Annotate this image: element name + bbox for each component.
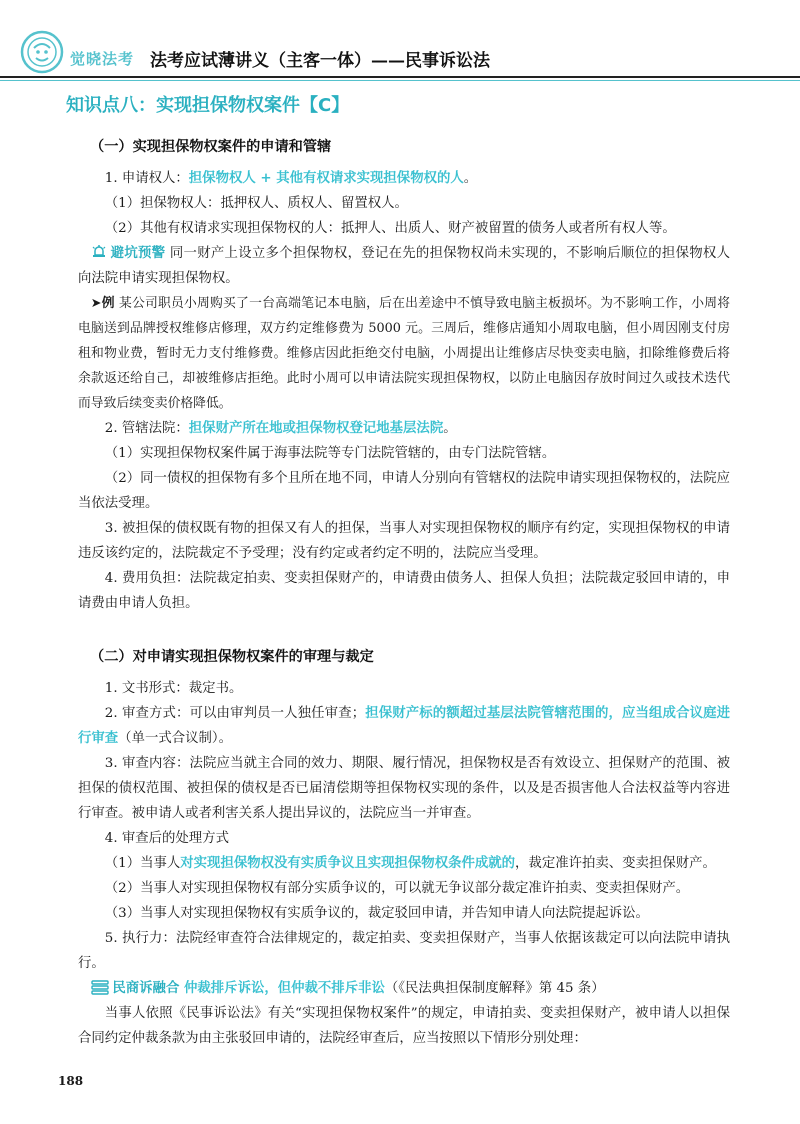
example-block [78, 291, 730, 416]
paragraph: 1. 文书形式：裁定书。 [104, 681, 243, 696]
paragraph [78, 416, 730, 441]
paragraph: （2）同一债权的担保物有多个且所在地不同，申请人分别向有管辖权的法院申请实现担保物权的，法院应当依法受理。 [78, 471, 730, 511]
paragraph: 4. 费用负担：法院裁定拍卖、变卖担保财产的，申请费由债务人、担保人负担；法院裁定驳回申请的，申请费由申请人负担。 [78, 571, 730, 611]
paragraph [78, 851, 730, 876]
section-1-title: （一）实现担保物权案件的申请和管辖 [90, 139, 332, 155]
paragraph: （2）其他有权请求实现担保物权的人：抵押人、出质人、财产被留置的债务人或者所有权人等。 [104, 221, 676, 236]
text: 2. 审查方式：可以由审判员一人独任审查； [104, 706, 366, 721]
paragraph: 5. 执行力：法院经审查符合法律规定的，裁定拍卖、变卖担保财产，当事人依据该裁定可以向法院申请执行。 [78, 931, 730, 971]
paragraph: 3. 被担保的债权既有物的担保又有人的担保，当事人对实现担保物权的顺序有约定，实现担保物权的申请违反该约定的，法院裁定不予受理；没有约定或者约定不明的，法院应当受理。 [78, 521, 730, 561]
example-label: 例 [101, 296, 115, 311]
highlight-text: 担保物权人 + 其他有权请求实现担保物权的人 [188, 171, 464, 186]
brand-name: 觉晓法考 [70, 50, 135, 68]
brand-logo-icon [20, 30, 64, 74]
paragraph: （2）当事人对实现担保物权有部分实质争议的，可以就无争议部分裁定准许拍卖、变卖担保财产。 [104, 881, 690, 896]
text: （1）当事人 [104, 856, 181, 871]
book-title: 法考应试薄讲义（主客一体）——民事诉讼法 [150, 51, 490, 71]
text: 。 [463, 171, 478, 186]
text: ，裁定准许拍卖、变卖担保财产。 [515, 856, 716, 871]
fusion-note [78, 976, 730, 1001]
fusion-label: 民商诉融合 [112, 981, 180, 996]
highlight-text: 对实现担保物权没有实质争议且实现担保物权条件成就的 [180, 856, 516, 871]
paragraph [78, 166, 730, 191]
paragraph: （3）当事人对实现担保物权有实质争议的，裁定驳回申请，并告知申请人向法院提起诉讼。 [104, 906, 649, 921]
warning-text: 同一财产上设立多个担保物权，登记在先的担保物权尚未实现的，不影响后顺位的担保物权人向法院申请实现担保物权。 [78, 246, 730, 286]
warning-bell-icon [91, 244, 107, 260]
paragraph [78, 701, 730, 751]
warning-note [78, 241, 730, 291]
page-content [66, 90, 731, 1051]
text: 。 [443, 421, 457, 436]
paragraph: 3. 审查内容：法院应当就主合同的效力、期限、履行情况，担保物权是否有效设立、担保财产的范围、被担保的债权范围、被担保的债权是否已届清偿期等担保物权实现的条件，以及是否损害他人合法权益等内容进行审查。被申请人或者利害关系人提出异议的，法院应当一并审查。 [78, 756, 730, 821]
arrow-right-icon: ➤ [90, 296, 102, 311]
text: 2. 管辖法院： [104, 421, 189, 436]
header-divider-accent [0, 80, 800, 81]
paragraph: 当事人依照《民事诉讼法》有关“实现担保物权案件”的规定，申请拍卖、变卖担保财产，被申请人以担保合同约定仲裁条款为由主张驳回申请的，法院经审查后，应当按照以下情形分别处理： [78, 1006, 730, 1046]
stacked-books-icon [91, 979, 109, 995]
text: 1. 申请权人： [104, 171, 189, 186]
section-2-title: （二）对申请实现担保物权案件的审理与裁定 [90, 649, 374, 665]
page-number: 188 [58, 1074, 84, 1088]
highlight-text: 仲裁排斥诉讼，但仲裁不排斥非讼 [179, 981, 385, 996]
text: （《民法典担保制度解释》第 45 条） [384, 981, 605, 996]
paragraph: 4. 审查后的处理方式 [104, 831, 229, 846]
highlight-text: 担保财产标的额超过基层法院管辖范围的，应当组成合议庭进行审查 [78, 706, 731, 746]
text: （单一式合议制）。 [118, 731, 232, 746]
page-header [0, 0, 800, 84]
warning-label: 避坑预警 [110, 246, 166, 261]
highlight-text: 担保财产所在地或担保物权登记地基层法院 [188, 421, 444, 436]
knowledge-point-title: 知识点八：实现担保物权案件【C】 [66, 95, 350, 116]
header-divider [0, 76, 800, 78]
paragraph: （1）担保物权人：抵押权人、质权人、留置权人。 [104, 196, 408, 211]
example-text: 某公司职员小周购买了一台高端笔记本电脑，后在出差途中不慎导致电脑主板损坏。为不影响工作，小周将电脑送到品牌授权维修店修理，双方约定维修费为 5000 元。三周后，维修店通知小周取电脑，但小周因刚支付房租和物业费，暂时无力支付维修费。维修店因此拒绝交付电脑，小周提出让维修店尽快变卖电脑，扣除维修费后将余款返还给自己，却被维修店拒绝。此时小周可以申请法院实现担保物权，以防止电脑因存放时间过久或技术迭代而导致后续变卖价格降低。 [78, 296, 730, 411]
paragraph: （1）实现担保物权案件属于海事法院等专门法院管辖的，由专门法院管辖。 [104, 446, 556, 461]
